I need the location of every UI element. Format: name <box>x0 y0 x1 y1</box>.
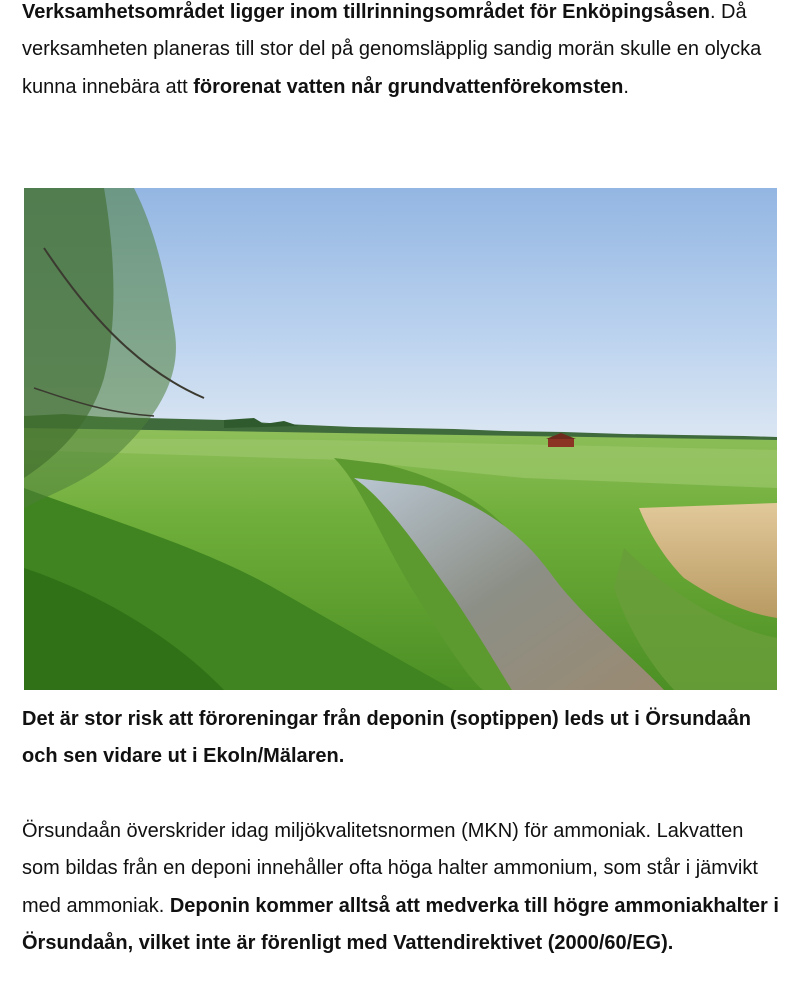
body-paragraph <box>22 813 782 962</box>
intro-text: . Då verksamheten planeras till stor del på genomsläpplig sandig morän skulle en olycka kunna innebära att <box>22 1 762 98</box>
intro-text-end: . <box>623 75 629 98</box>
intro-paragraph <box>22 0 782 106</box>
body-text: Örsundaån överskrider idag miljökvalitetsnormen (MKN) för ammoniak. Lakvatten som bildas från en deponi innehåller ofta höga halter ammonium, som står i jämvikt med ammoniak. <box>22 820 758 917</box>
photo-caption: Det är stor risk att föroreningar från deponin (soptippen) leds ut i Örsundaån och sen vidare ut i Ekoln/Mälaren. <box>22 708 751 768</box>
body-bold-conclusion: Deponin kommer alltså att medverka till högre ammoniakhalter i Örsundaån, vilket inte är förenligt med Vattendirektivet (2000/60/EG). <box>22 894 779 954</box>
intro-bold-groundwater: förorenat vatten når grundvattenförekomsten <box>193 75 624 98</box>
landscape-photo <box>24 188 777 690</box>
intro-bold-area: Verksamhetsområdet ligger inom tillrinningsområdet för Enköpingsåsen <box>22 1 710 23</box>
